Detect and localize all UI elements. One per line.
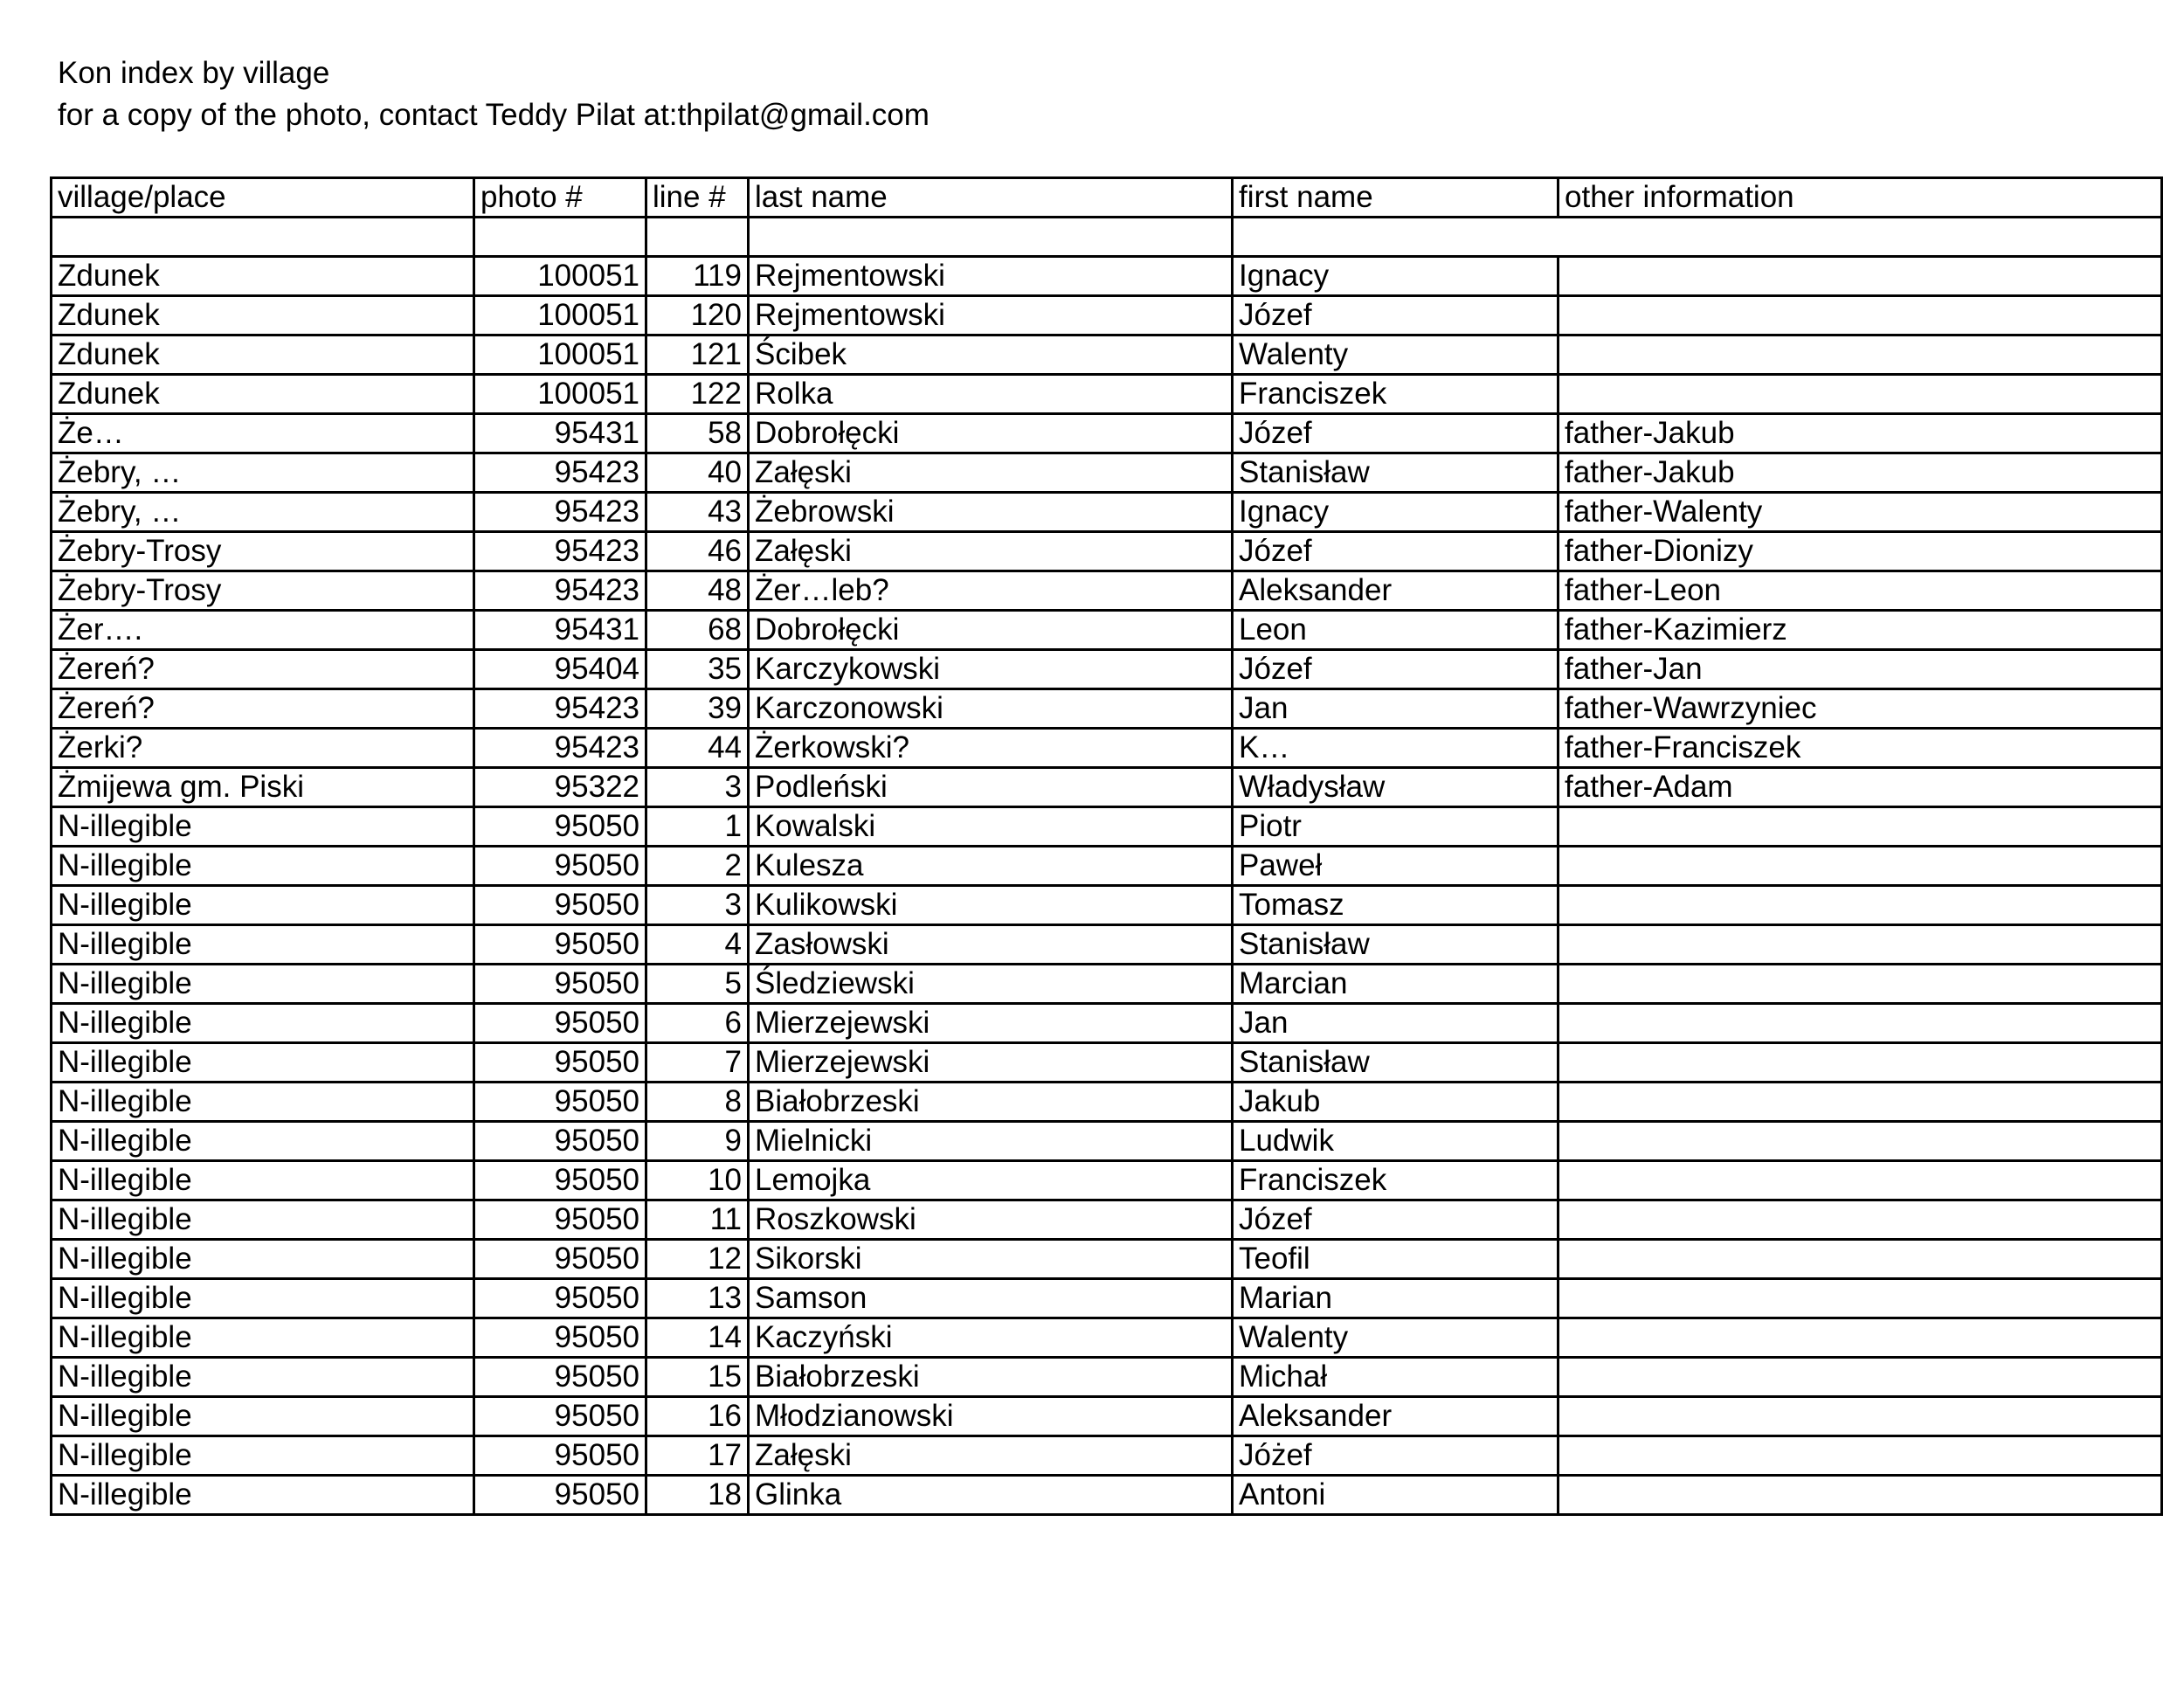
village-cell: N-illegible [52,1318,474,1358]
first-name-cell: Władysław [1233,768,1559,807]
line-number-cell: 58 [646,414,749,453]
table-row [52,1436,2162,1476]
line-number-cell: 14 [646,1318,749,1358]
first-name-cell: Józef [1233,1200,1559,1240]
first-name-cell: Walenty [1233,1318,1559,1358]
other-information-cell: father-Jakub [1559,453,2162,493]
table-row [52,532,2162,571]
last-name-cell: Zasłowski [749,925,1233,965]
last-name-cell: Glinka [749,1476,1233,1515]
blank-cell [474,218,646,257]
other-information-cell [1559,1200,2162,1240]
village-cell: Zdunek [52,336,474,375]
table-row [52,375,2162,414]
village-cell: N-illegible [52,925,474,965]
table-row [52,1240,2162,1279]
table-row [52,453,2162,493]
last-name-cell: Żerkowski? [749,729,1233,768]
table-row [52,1397,2162,1436]
line-number-cell: 39 [646,689,749,729]
photo-number-cell: 95050 [474,1004,646,1043]
village-cell: Żebry, … [52,453,474,493]
other-information-cell [1559,1240,2162,1279]
village-cell: Żer…. [52,611,474,650]
last-name-cell: Białobrzeski [749,1358,1233,1397]
village-cell: Zdunek [52,296,474,336]
photo-number-cell: 95050 [474,1240,646,1279]
village-cell: Żereń? [52,650,474,689]
other-information-cell: father-Jakub [1559,414,2162,453]
line-number-cell: 1 [646,807,749,847]
other-information-cell [1559,807,2162,847]
village-index-table [50,176,2163,1516]
photo-number-cell: 95050 [474,965,646,1004]
table-row [52,847,2162,886]
other-information-cell: father-Walenty [1559,493,2162,532]
line-number-cell: 40 [646,453,749,493]
line-number-cell: 17 [646,1436,749,1476]
blank-cell [749,218,1233,257]
village-cell: N-illegible [52,1476,474,1515]
village-cell: N-illegible [52,1004,474,1043]
line-number-cell: 13 [646,1279,749,1318]
table-row [52,1476,2162,1515]
table-row [52,611,2162,650]
first-name-cell: Antoni [1233,1476,1559,1515]
village-cell: N-illegible [52,1200,474,1240]
other-information-cell: father-Dionizy [1559,532,2162,571]
village-cell: N-illegible [52,1083,474,1122]
village-cell: N-illegible [52,1161,474,1200]
line-number-cell: 15 [646,1358,749,1397]
photo-number-cell: 95050 [474,1436,646,1476]
other-information-cell [1559,1476,2162,1515]
other-information-cell: father-Kazimierz [1559,611,2162,650]
first-name-cell: Piotr [1233,807,1559,847]
village-cell: Że… [52,414,474,453]
other-information-cell [1559,1161,2162,1200]
village-cell: Żereń? [52,689,474,729]
other-information-cell [1559,1083,2162,1122]
last-name-cell: Samson [749,1279,1233,1318]
table-row [52,1043,2162,1083]
last-name-cell: Lemojka [749,1161,1233,1200]
contact-note: for a copy of the photo, contact Teddy Pilat at:thpilat@gmail.com [58,98,930,132]
line-number-cell: 6 [646,1004,749,1043]
first-name-cell: Marian [1233,1279,1559,1318]
line-number-cell: 18 [646,1476,749,1515]
last-name-cell: Kowalski [749,807,1233,847]
last-name-cell: Białobrzeski [749,1083,1233,1122]
line-number-cell: 122 [646,375,749,414]
table-row [52,493,2162,532]
column-header-photo: photo # [474,178,646,218]
table-row [52,768,2162,807]
first-name-cell: Tomasz [1233,886,1559,925]
line-number-cell: 43 [646,493,749,532]
other-information-cell [1559,336,2162,375]
last-name-cell: Młodzianowski [749,1397,1233,1436]
other-information-cell [1559,925,2162,965]
photo-number-cell: 95423 [474,493,646,532]
line-number-cell: 119 [646,257,749,296]
other-information-cell [1559,257,2162,296]
other-information-cell: father-Adam [1559,768,2162,807]
first-name-cell: Jakub [1233,1083,1559,1122]
last-name-cell: Karczonowski [749,689,1233,729]
first-name-cell: Walenty [1233,336,1559,375]
village-cell: N-illegible [52,1122,474,1161]
last-name-cell: Sikorski [749,1240,1233,1279]
photo-number-cell: 95404 [474,650,646,689]
blank-cell [1233,218,2162,257]
table-row [52,336,2162,375]
first-name-cell: Ludwik [1233,1122,1559,1161]
other-information-cell: father-Leon [1559,571,2162,611]
line-number-cell: 46 [646,532,749,571]
first-name-cell: Michał [1233,1358,1559,1397]
village-cell: N-illegible [52,1043,474,1083]
last-name-cell: Załęski [749,532,1233,571]
village-cell: Żerki? [52,729,474,768]
other-information-cell: father-Jan [1559,650,2162,689]
line-number-cell: 121 [646,336,749,375]
table-row [52,1318,2162,1358]
line-number-cell: 9 [646,1122,749,1161]
table-row [52,257,2162,296]
village-cell: Żmijewa gm. Piski [52,768,474,807]
first-name-cell: Stanisław [1233,1043,1559,1083]
line-number-cell: 3 [646,886,749,925]
other-information-cell: father-Wawrzyniec [1559,689,2162,729]
photo-number-cell: 100051 [474,336,646,375]
column-header-line: line # [646,178,749,218]
first-name-cell: Franciszek [1233,375,1559,414]
other-information-cell [1559,296,2162,336]
other-information-cell [1559,1122,2162,1161]
column-header-other-information: other information [1559,178,2162,218]
last-name-cell: Ścibek [749,336,1233,375]
photo-number-cell: 95050 [474,1161,646,1200]
photo-number-cell: 95050 [474,886,646,925]
photo-number-cell: 95423 [474,689,646,729]
village-cell: Zdunek [52,257,474,296]
line-number-cell: 10 [646,1161,749,1200]
photo-number-cell: 95050 [474,1476,646,1515]
table-row [52,886,2162,925]
last-name-cell: Mierzejewski [749,1043,1233,1083]
table-row [52,729,2162,768]
photo-number-cell: 95431 [474,414,646,453]
photo-number-cell: 95050 [474,1279,646,1318]
other-information-cell [1559,965,2162,1004]
line-number-cell: 5 [646,965,749,1004]
table-row [52,571,2162,611]
table-row [52,925,2162,965]
first-name-cell: Marcian [1233,965,1559,1004]
village-cell: N-illegible [52,1436,474,1476]
last-name-cell: Mielnicki [749,1122,1233,1161]
table-row [52,1083,2162,1122]
village-cell: N-illegible [52,1240,474,1279]
village-cell: Żebry, … [52,493,474,532]
other-information-cell: father-Franciszek [1559,729,2162,768]
table-row [52,296,2162,336]
village-cell: Zdunek [52,375,474,414]
other-information-cell [1559,1318,2162,1358]
first-name-cell: Józef [1233,650,1559,689]
column-header-last-name: last name [749,178,1233,218]
other-information-cell [1559,886,2162,925]
column-header-first-name: first name [1233,178,1559,218]
other-information-cell [1559,1397,2162,1436]
table-body [52,257,2162,1515]
table-row [52,1122,2162,1161]
last-name-cell: Podleński [749,768,1233,807]
first-name-cell: Franciszek [1233,1161,1559,1200]
photo-number-cell: 95050 [474,1083,646,1122]
line-number-cell: 48 [646,571,749,611]
village-cell: N-illegible [52,1358,474,1397]
photo-number-cell: 95322 [474,768,646,807]
last-name-cell: Dobrołęcki [749,611,1233,650]
photo-number-cell: 95423 [474,571,646,611]
line-number-cell: 120 [646,296,749,336]
line-number-cell: 7 [646,1043,749,1083]
photo-number-cell: 95050 [474,1397,646,1436]
line-number-cell: 12 [646,1240,749,1279]
line-number-cell: 35 [646,650,749,689]
last-name-cell: Kaczyński [749,1318,1233,1358]
last-name-cell: Rejmentowski [749,296,1233,336]
last-name-cell: Roszkowski [749,1200,1233,1240]
table-row [52,1279,2162,1318]
other-information-cell [1559,1279,2162,1318]
table-row [52,807,2162,847]
first-name-cell: K… [1233,729,1559,768]
first-name-cell: Ignacy [1233,493,1559,532]
last-name-cell: Rolka [749,375,1233,414]
last-name-cell: Załęski [749,1436,1233,1476]
village-cell: Żebry-Trosy [52,532,474,571]
first-name-cell: Jan [1233,1004,1559,1043]
last-name-cell: Mierzejewski [749,1004,1233,1043]
first-name-cell: Jóżef [1233,1436,1559,1476]
first-name-cell: Ignacy [1233,257,1559,296]
last-name-cell: Żer…leb? [749,571,1233,611]
photo-number-cell: 100051 [474,296,646,336]
table-row [52,1004,2162,1043]
first-name-cell: Stanisław [1233,453,1559,493]
first-name-cell: Józef [1233,414,1559,453]
table-row [52,965,2162,1004]
photo-number-cell: 95050 [474,807,646,847]
first-name-cell: Józef [1233,296,1559,336]
photo-number-cell: 95423 [474,729,646,768]
photo-number-cell: 95050 [474,925,646,965]
village-cell: N-illegible [52,1279,474,1318]
village-cell: N-illegible [52,847,474,886]
blank-spacer-row [52,218,2162,257]
village-cell: N-illegible [52,1397,474,1436]
village-cell: N-illegible [52,965,474,1004]
table-row [52,414,2162,453]
other-information-cell [1559,847,2162,886]
last-name-cell: Żebrowski [749,493,1233,532]
last-name-cell: Dobrołęcki [749,414,1233,453]
first-name-cell: Paweł [1233,847,1559,886]
last-name-cell: Rejmentowski [749,257,1233,296]
table-row [52,1358,2162,1397]
last-name-cell: Karczykowski [749,650,1233,689]
table-row [52,689,2162,729]
last-name-cell: Śledziewski [749,965,1233,1004]
first-name-cell: Józef [1233,532,1559,571]
village-cell: Żebry-Trosy [52,571,474,611]
photo-number-cell: 95423 [474,453,646,493]
other-information-cell [1559,1004,2162,1043]
other-information-cell [1559,375,2162,414]
photo-number-cell: 100051 [474,257,646,296]
line-number-cell: 3 [646,768,749,807]
first-name-cell: Leon [1233,611,1559,650]
photo-number-cell: 95050 [474,1318,646,1358]
other-information-cell [1559,1436,2162,1476]
last-name-cell: Kulesza [749,847,1233,886]
table-header-row [52,178,2162,218]
village-cell: N-illegible [52,886,474,925]
column-header-village: village/place [52,178,474,218]
photo-number-cell: 95050 [474,1043,646,1083]
other-information-cell [1559,1043,2162,1083]
photo-number-cell: 95050 [474,1358,646,1397]
blank-cell [646,218,749,257]
first-name-cell: Stanisław [1233,925,1559,965]
last-name-cell: Kulikowski [749,886,1233,925]
first-name-cell: Aleksander [1233,571,1559,611]
first-name-cell: Jan [1233,689,1559,729]
first-name-cell: Aleksander [1233,1397,1559,1436]
line-number-cell: 8 [646,1083,749,1122]
photo-number-cell: 95423 [474,532,646,571]
line-number-cell: 16 [646,1397,749,1436]
last-name-cell: Załęski [749,453,1233,493]
blank-cell [52,218,474,257]
photo-number-cell: 95050 [474,1122,646,1161]
line-number-cell: 68 [646,611,749,650]
line-number-cell: 44 [646,729,749,768]
line-number-cell: 11 [646,1200,749,1240]
table-row [52,1161,2162,1200]
photo-number-cell: 95050 [474,1200,646,1240]
table-row [52,1200,2162,1240]
first-name-cell: Teofil [1233,1240,1559,1279]
table-row [52,650,2162,689]
photo-number-cell: 95050 [474,847,646,886]
photo-number-cell: 100051 [474,375,646,414]
document-title: Kon index by village [58,56,330,90]
other-information-cell [1559,1358,2162,1397]
line-number-cell: 4 [646,925,749,965]
photo-number-cell: 95431 [474,611,646,650]
line-number-cell: 2 [646,847,749,886]
village-cell: N-illegible [52,807,474,847]
